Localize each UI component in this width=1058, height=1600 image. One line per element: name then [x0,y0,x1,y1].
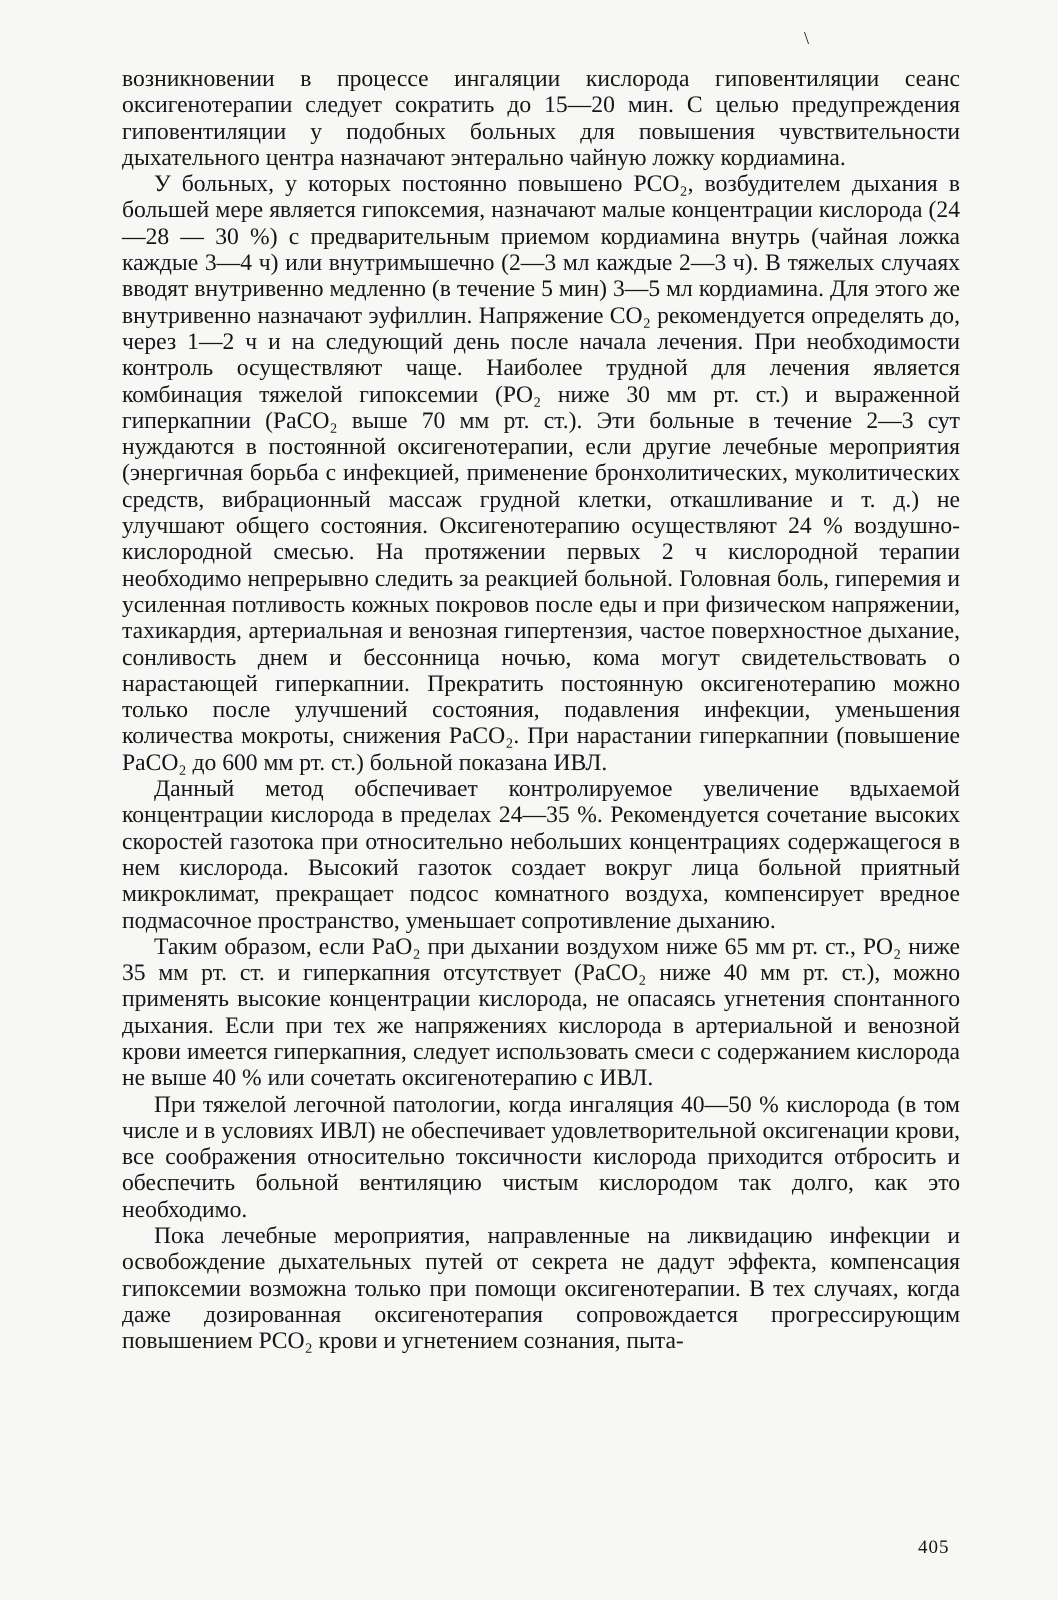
paragraph-4: Таким образом, если PaO₂ при дыхании воздухом ниже 65 мм рт. ст., PO₂ ниже 35 мм рт. ст. и гиперкапния отсутствует (PaCO₂ ниже 40 мм рт. ст.), можно применять высокие концентрации кислорода, не опасаясь угнетения спонтанного дыхания. Если при тех же напряжениях кислорода в артериальной и венозной крови имеется гиперкапния, следует использовать смеси с содержанием кислорода не выше 40 % или сочетать оксигенотерапию с ИВЛ. [122,933,960,1092]
paragraph-5: При тяжелой легочной патологии, когда ингаляция 40—50 % кислорода (в том числе и в условиях ИВЛ) не обеспечивает удовлетворительной оксигенации крови, все соображения относительно токсичности кислорода приходится отбросить и обеспечить больной вентиляцию чистым кислородом так долго, как это необходимо. [122,1091,960,1223]
page-number: 405 [918,1537,950,1558]
paragraph-2: У больных, у которых постоянно повышено PCO₂, возбудителем дыхания в большей мере является гипоксемия, назначают малые концентрации кислорода (24—28 — 30 %) с предварительным приемом кордиамина внутрь (чайная ложка каждые 3—4 ч) или внутримышечно (2—3 мл каждые 2—3 ч). В тяжелых случаях вводят внутривенно медленно (в течение 5 мин) 3—5 мл кордиамина. Для этого же внутривенно назначают эуфиллин. Напряжение CO₂ рекомендуется определять до, через 1—2 ч и на следующий день после начала лечения. При необходимости контроль осуществляют чаще. Наиболее трудной для лечения является комбинация тяжелой гипоксемии (PO₂ ниже 30 мм рт. ст.) и выраженной гиперкапнии (PaCO₂ выше 70 мм рт. ст.). Эти больные в течение 2—3 сут нуждаются в постоянной оксигенотерапии, если другие лечебные мероприятия (энергичная борьба с инфекцией, применение бронхолитических, муколитических средств, вибрационный массаж грудной клетки, откашливание и т. д.) не улучшают общего состояния. Оксигенотерапию осуществляют 24 % воздушно-кислородной смесью. На протяжении первых 2 ч кислородной терапии необходимо непрерывно следить за реакцией больной. Головная боль, гиперемия и усиленная потливость кожных покровов после еды и при физическом напряжении, тахикардия, артериальная и венозная гипертензия, частое поверхностное дыхание, сонливость днем и бессонница ночью, кома могут свидетельствовать о нарастающей гиперкапнии. Прекратить постоянную оксигенотерапию можно только после улучшений состояния, подавления инфекции, уменьшения количества мокроты, снижения PaCO₂. При нарастании гиперкапнии (повышение PaCO₂ до 600 мм рт. ст.) больной показана ИВЛ. [122,171,960,776]
paragraph-6: Пока лечебные мероприятия, направленные на ликвидацию инфекции и освобождение дыхательных путей от секрета не дадут эффекта, компенсация гипоксемии возможна только при помощи оксигенотерапии. В тех случаях, когда даже дозированная оксигенотерапия сопровождается прогрессирующим повышением PCO₂ крови и угнетением сознания, пыта- [122,1223,960,1355]
body-text [122,66,960,1355]
top-mark: \ [804,28,810,48]
paragraph-3: Данный метод обспечивает контролируемое увеличение вдыхаемой концентрации кислорода в пределах 24—35 %. Рекомендуется сочетание высоких скоростей газотока при относительно небольших концентрациях содержащегося в нем кислорода. Высокий газоток создает вокруг лица больной приятный микроклимат, прекращает подсос комнатного воздуха, компенсирует вредное подмасочное пространство, уменьшает сопротивление дыханию. [122,776,960,934]
paragraph-1: возникновении в процессе ингаляции кислорода гиповентиляции сеанс оксигенотерапии следует сократить до 15—20 мин. С целью предупреждения гиповентиляции у подобных больных для повышения чувствительности дыхательного центра назначают энтерально чайную ложку кордиамина. [122,66,960,171]
